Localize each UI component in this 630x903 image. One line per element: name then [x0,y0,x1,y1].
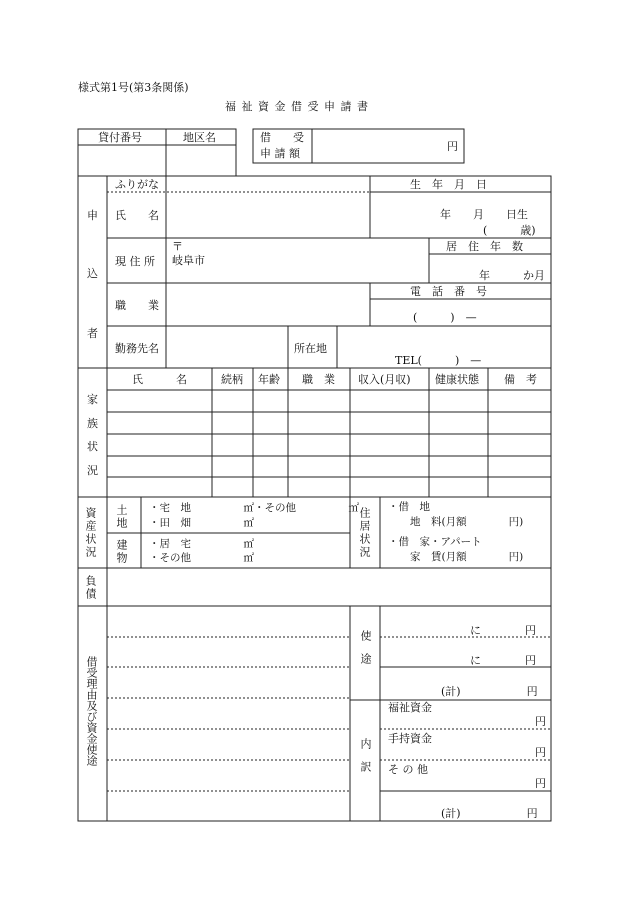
debt-label: 負債 [84,575,97,601]
occupation-label: 職 業 [115,299,159,312]
family-col-notes: 備 考 [504,373,537,386]
phone-header: 電 話 番 号 [410,285,487,298]
family-col-age: 年齢 [258,373,280,386]
applicant-label-1: 申 [87,209,98,222]
land-item-1[interactable]: ・宅 地 ㎡・その他 ㎡ [149,502,359,514]
purpose-reason-field[interactable] [108,607,349,820]
loan-amount-label-1: 借 受 [260,131,304,144]
furigana-label: ふりがな [115,178,159,191]
breakdown-own-label: 手持資金 [388,732,432,745]
use-row-1[interactable]: に 円 [470,624,536,637]
applicant-label-2: 込 [87,267,98,280]
debt-field[interactable] [108,569,550,605]
location-label: 所在地 [294,342,327,355]
family-col-occupation: 職 業 [302,373,335,386]
breakdown-welfare-label: 福祉資金 [388,701,432,714]
breakdown-other-label: そ の 他 [388,763,428,776]
loan-amount-field[interactable] [313,130,463,162]
purpose-section-label: 借受理由及び資金使途 [85,656,98,766]
form-title: 福 祉 資 金 借 受 申 請 書 [225,100,369,113]
district-name-label: 地区名 [183,131,216,144]
breakdown-total[interactable]: (計) 円 [441,807,538,820]
loan-number-label: 貸付番号 [98,131,142,144]
workplace-label: 勤務先名 [115,342,159,355]
loan-number-field[interactable] [79,146,165,175]
family-col-name: 氏 名 [132,373,187,386]
housing-item-4[interactable]: 家 賃(月額 円) [410,551,524,563]
building-label: 建物 [115,539,128,565]
loan-amount-yen: 円 [447,140,458,153]
residence-years-value[interactable]: 年 か月 [479,269,545,282]
residence-years-header: 居 住 年 数 [446,240,523,253]
assets-section-label: 資産状況 [84,507,97,559]
furigana-field[interactable] [167,177,369,191]
postal-mark: 〒 [172,240,183,253]
housing-section-label: 住居状況 [358,507,371,559]
housing-item-1[interactable]: ・借 地 [388,501,430,513]
breakdown-own-yen: 円 [535,746,546,759]
occupation-field[interactable] [167,284,369,325]
housing-item-3[interactable]: ・借 家・アパート [388,536,482,548]
family-label-4: 況 [87,464,98,477]
family-label-2: 族 [87,417,98,430]
loan-amount-label-2: 申 請 額 [260,147,300,160]
workplace-field[interactable] [167,327,287,367]
housing-item-2[interactable]: 地 料(月額 円) [410,516,524,528]
breakdown-label: 内訳 [359,738,372,784]
address-label: 現 住 所 [115,255,155,268]
breakdown-other-yen: 円 [535,777,546,790]
use-row-2[interactable]: に 円 [470,654,536,667]
land-label: 土地 [115,504,128,530]
family-label-3: 状 [87,440,98,453]
name-label: 氏 名 [115,209,159,222]
building-item-2[interactable]: ・その他 ㎡ [149,552,254,564]
building-item-1[interactable]: ・居 宅 ㎡ [149,538,254,550]
age-value[interactable]: ( 歳) [483,224,536,237]
family-col-health: 健康状態 [435,373,479,386]
dob-value[interactable]: 年 月 日生 [440,208,528,221]
workplace-tel[interactable]: TEL( ) — [395,354,482,367]
use-total[interactable]: (計) 円 [441,685,538,698]
applicant-label-3: 者 [87,327,98,340]
address-city[interactable]: 岐阜市 [172,254,205,267]
family-col-relation: 続柄 [221,373,243,386]
dob-header: 生 年 月 日 [410,178,487,191]
land-item-2[interactable]: ・田 畑 ㎡ [149,517,254,529]
use-label: 使途 [359,630,372,676]
family-label-1: 家 [87,393,98,406]
family-col-income: 収入(月収) [358,373,411,386]
phone-value[interactable]: ( ) — [413,311,477,324]
form-number: 様式第1号(第3条関係) [78,81,189,94]
name-field[interactable] [167,193,369,237]
breakdown-welfare-yen: 円 [535,715,546,728]
district-name-field[interactable] [167,146,235,175]
